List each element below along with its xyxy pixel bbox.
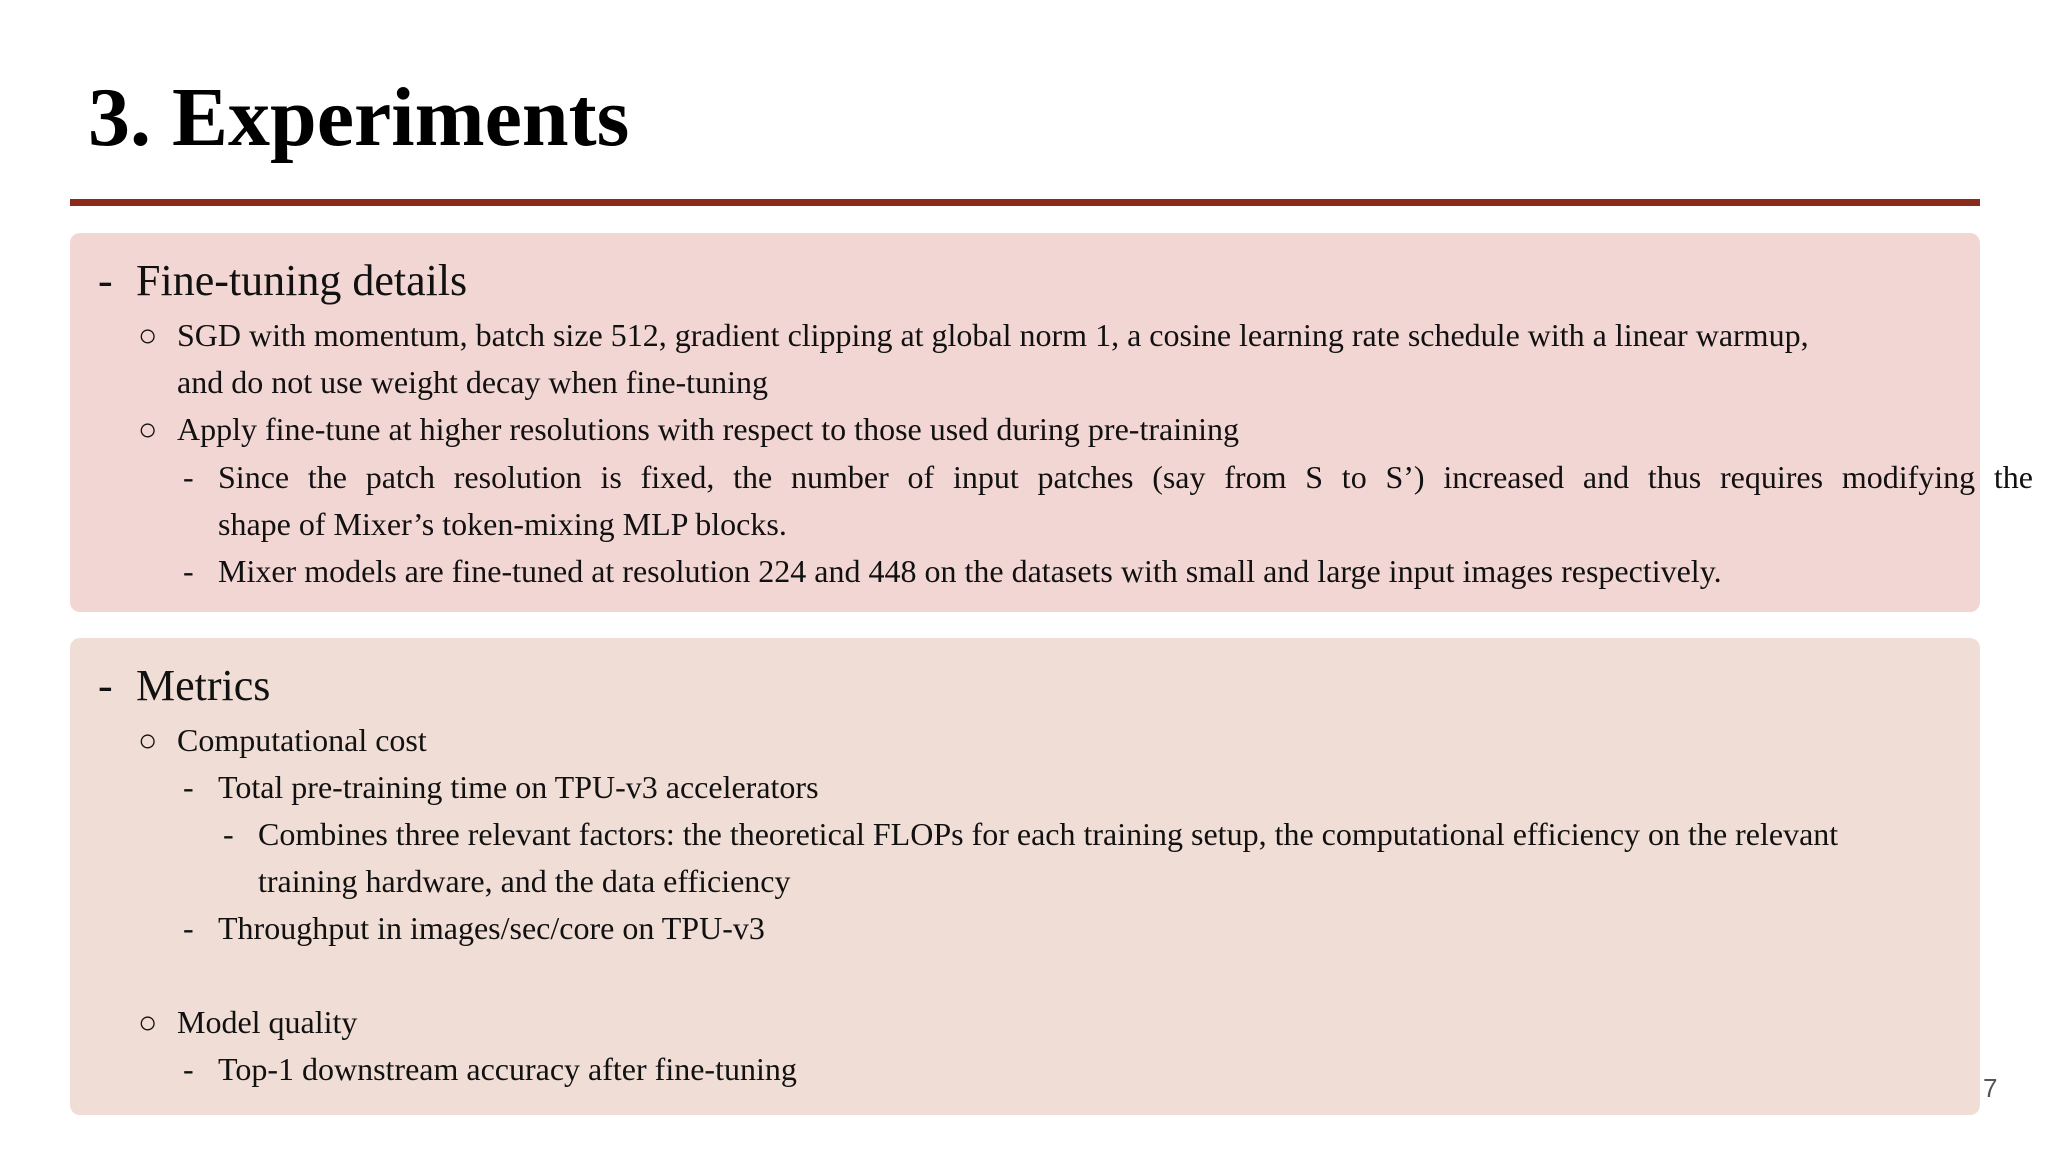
dash-bullet: - [183, 553, 194, 589]
top1-accuracy-item: Top-1 downstream accuracy after fine-tuning [218, 1051, 797, 1087]
computational-cost-item: Computational cost [177, 722, 427, 758]
circle-bullet: ○ [138, 1004, 158, 1040]
model-quality-item: Model quality [177, 1004, 358, 1040]
resolution-224-448-item: Mixer models are fine-tuned at resolution 224 and 448 on the datasets with small and large input images respectively. [218, 553, 1722, 589]
higher-resolution-item: Apply fine-tune at higher resolutions with respect to those used during pre-training [177, 411, 1239, 447]
page-number: 7 [1983, 1073, 1998, 1103]
pretraining-time-item: Total pre-training time on TPU-v3 accelerators [218, 769, 819, 805]
fine-tuning-heading: Fine-tuning details [136, 256, 468, 305]
fine-tuning-panel [70, 233, 2033, 612]
three-factors-line-2: training hardware, and the data efficiency [258, 863, 791, 899]
metrics-panel [70, 638, 1980, 1115]
dash-bullet: - [98, 256, 113, 305]
sgd-settings-line-2: and do not use weight decay when fine-tuning [177, 364, 768, 400]
throughput-item: Throughput in images/sec/core on TPU-v3 [218, 910, 765, 946]
dash-bullet: - [183, 910, 194, 946]
dash-bullet: - [183, 459, 194, 495]
dash-bullet: - [98, 661, 113, 710]
slide-title: 3. Experiments [88, 71, 630, 164]
patch-resolution-line-2: shape of Mixer’s token-mixing MLP blocks. [218, 506, 787, 542]
dash-bullet: - [223, 816, 234, 852]
dash-bullet: - [183, 769, 194, 805]
sgd-settings-line-1: SGD with momentum, batch size 512, gradient clipping at global norm 1, a cosine learning rate schedule with a linear warmup, [177, 317, 1809, 353]
circle-bullet: ○ [138, 722, 158, 758]
dash-bullet: - [183, 1051, 194, 1087]
circle-bullet: ○ [138, 317, 158, 353]
title-divider [70, 199, 1980, 206]
three-factors-line-1: Combines three relevant factors: the theoretical FLOPs for each training setup, the computational efficiency on the relevant [258, 816, 1839, 852]
patch-resolution-line-1: Since the patch resolution is fixed, the number of input patches (say from S to S’) increased and thus requires modifying the [218, 459, 2033, 495]
metrics-heading: Metrics [136, 661, 271, 710]
circle-bullet: ○ [138, 411, 158, 447]
